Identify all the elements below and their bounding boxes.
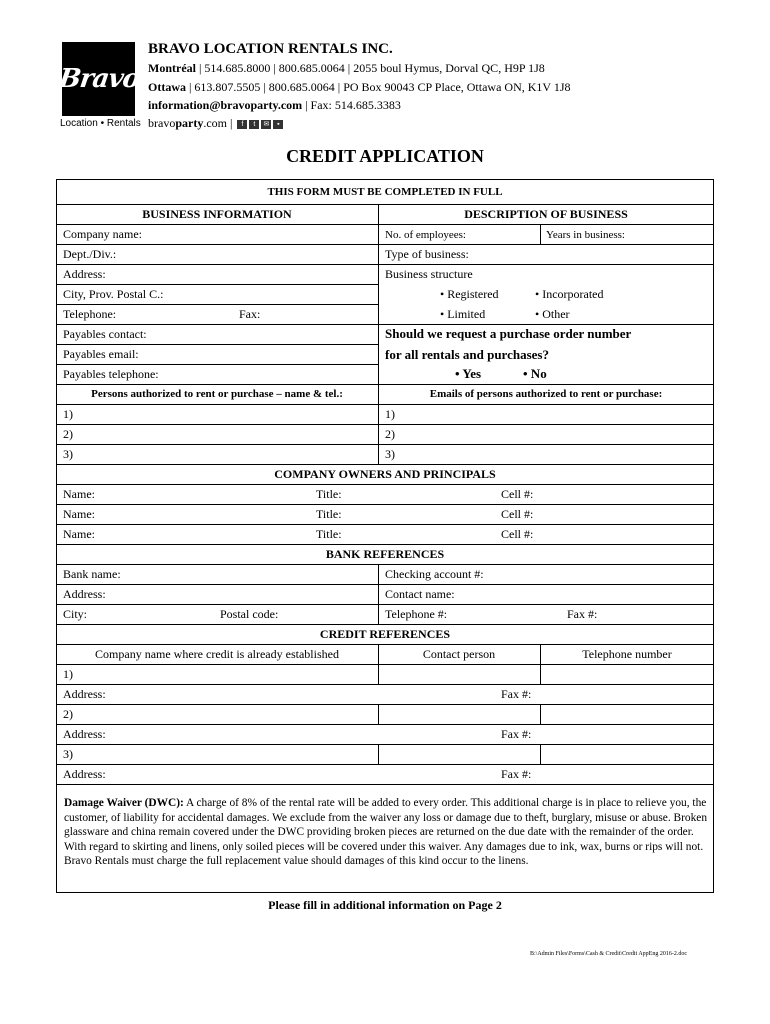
bank-contact-field[interactable]: Contact name: [385, 587, 455, 601]
website-link[interactable]: bravoparty.com | [148, 116, 233, 130]
incorporated-option[interactable]: • Incorporated [535, 287, 604, 301]
years-field[interactable]: Years in business: [546, 229, 625, 241]
montreal-line: Montréal | 514.685.8000 | 800.685.0064 | 2055 boul Hymus, Dorval QC, H9P 1J8 [148, 61, 545, 75]
email-link[interactable]: information@bravoparty.com [148, 98, 303, 112]
emails-authorized-heading: Emails of persons authorized to rent or purchase: [429, 388, 663, 400]
other-option[interactable]: • Other [535, 307, 570, 321]
owner-2-cell[interactable]: Cell #: [501, 507, 534, 521]
company-name: BRAVO LOCATION RENTALS INC. [148, 41, 393, 57]
description-heading: DESCRIPTION OF BUSINESS [464, 207, 628, 221]
limited-option[interactable]: • Limited [440, 307, 486, 321]
twitter-icon[interactable]: t [249, 120, 259, 129]
dept-field[interactable]: Dept./Div.: [63, 247, 117, 261]
credit-ref-3[interactable]: 3) [63, 747, 73, 761]
owner-1-name[interactable]: Name: [63, 487, 95, 501]
owners-heading: COMPANY OWNERS AND PRINCIPALS [274, 467, 496, 481]
ottawa-line: Ottawa | 613.807.5505 | 800.685.0064 | PO Box 90043 CP Place, Ottawa ON, K1V 1J8 [148, 80, 571, 94]
city-field[interactable]: City, Prov. Postal C.: [63, 287, 164, 301]
contact-line: information@bravoparty.com | Fax: 514.685.3383 [148, 98, 401, 112]
yes-option[interactable]: • Yes [455, 366, 482, 381]
po-question-line2: for all rentals and purchases? [385, 347, 549, 362]
no-option[interactable]: • No [523, 366, 547, 381]
email-2-field[interactable]: 2) [385, 427, 395, 441]
credit-ref-3-fax[interactable]: Fax #: [501, 767, 532, 781]
payables-phone-field[interactable]: Payables telephone: [63, 367, 159, 381]
persons-authorized-heading: Persons authorized to rent or purchase – name & tel.: [91, 388, 343, 400]
business-type-field[interactable]: Type of business: [385, 247, 469, 261]
damage-waiver-paragraph: Damage Waiver (DWC): A charge of 8% of the rental rate will be added to every order. This additional charge is in place to relieve you, the customer, of liability for accidental damages. We exclude from the waiver any loss or damage due to theft, burglary, misuse or abuse. Broken glassware and china remain covered under the DWC providing broken pieces are returned on the due date with the remainder of the order. With regard to skirting and linens, only soiled pieces will be covered under this waiver. Any damages due to ink, wax, burns or rips will not. Bravo Rentals must charge the full replacement value should damages of this kind occur to the linens. [64, 797, 708, 868]
must-complete-banner: THIS FORM MUST BE COMPLETED IN FULL [267, 186, 503, 198]
checking-account-field[interactable]: Checking account #: [385, 567, 484, 581]
registered-option[interactable]: • Registered [440, 287, 499, 301]
bank-address-field[interactable]: Address: [63, 587, 106, 601]
company-name-field[interactable]: Company name: [63, 227, 142, 241]
credit-company-column: Company name where credit is already established [95, 647, 339, 661]
telephone-number-column: Telephone number [582, 647, 672, 661]
person-2-field[interactable]: 2) [63, 427, 73, 441]
bank-fax-field[interactable]: Fax #: [567, 607, 598, 621]
fax-field[interactable]: Fax: [239, 307, 261, 321]
bank-city-field[interactable]: City: [63, 607, 88, 621]
credit-ref-1-address[interactable]: Address: [63, 687, 106, 701]
share-icon[interactable]: ▪ [273, 120, 283, 129]
contact-person-column: Contact person [422, 647, 496, 661]
person-3-field[interactable]: 3) [63, 447, 73, 461]
credit-ref-3-address[interactable]: Address: [63, 767, 106, 781]
website-line [148, 116, 283, 131]
credit-ref-1-fax[interactable]: Fax #: [501, 687, 532, 701]
facebook-icon[interactable]: f [237, 120, 247, 129]
credit-ref-2-address[interactable]: Address: [63, 727, 106, 741]
owner-3-name[interactable]: Name: [63, 527, 95, 541]
bank-name-field[interactable]: Bank name: [63, 567, 121, 581]
owner-2-name[interactable]: Name: [63, 507, 95, 521]
form-title: CREDIT APPLICATION [286, 146, 484, 166]
owner-1-title[interactable]: Title: [316, 487, 342, 501]
footer-file-path: B:\Admin Files\Forms\Cash & Credit\Credit AppEng 2016-2.doc [530, 951, 687, 957]
logo-caption: Location • Rentals [60, 118, 141, 129]
person-1-field[interactable]: 1) [63, 407, 73, 421]
business-structure-label: Business structure [385, 267, 473, 281]
page-2-note: Please fill in additional information on Page 2 [268, 898, 502, 912]
payables-contact-field[interactable]: Payables contact: [63, 327, 147, 341]
bank-refs-heading: BANK REFERENCES [325, 547, 445, 561]
business-info-heading: BUSINESS INFORMATION [142, 207, 292, 221]
email-1-field[interactable]: 1) [385, 407, 395, 421]
email-3-field[interactable]: 3) [385, 447, 395, 461]
employees-field[interactable]: No. of employees: [385, 229, 466, 241]
owner-3-title[interactable]: Title: [316, 527, 342, 541]
bravo-logo: Bravo [62, 42, 135, 116]
bank-telephone-field[interactable]: Telephone #: [385, 607, 448, 621]
owner-2-title[interactable]: Title: [316, 507, 342, 521]
credit-ref-2-fax[interactable]: Fax #: [501, 727, 532, 741]
telephone-field[interactable]: Telephone: [63, 307, 117, 321]
bank-postal-field[interactable]: Postal code: [220, 607, 279, 621]
credit-ref-2[interactable]: 2) [63, 707, 73, 721]
owner-1-cell[interactable]: Cell #: [501, 487, 534, 501]
po-question-line1: Should we request a purchase order number [385, 326, 632, 341]
mail-icon[interactable]: ✉ [261, 120, 271, 129]
credit-ref-1[interactable]: 1) [63, 667, 73, 681]
owner-3-cell[interactable]: Cell #: [501, 527, 534, 541]
address-field[interactable]: Address: [63, 267, 106, 281]
credit-refs-heading: CREDIT REFERENCES [319, 627, 451, 641]
payables-email-field[interactable]: Payables email: [63, 347, 139, 361]
